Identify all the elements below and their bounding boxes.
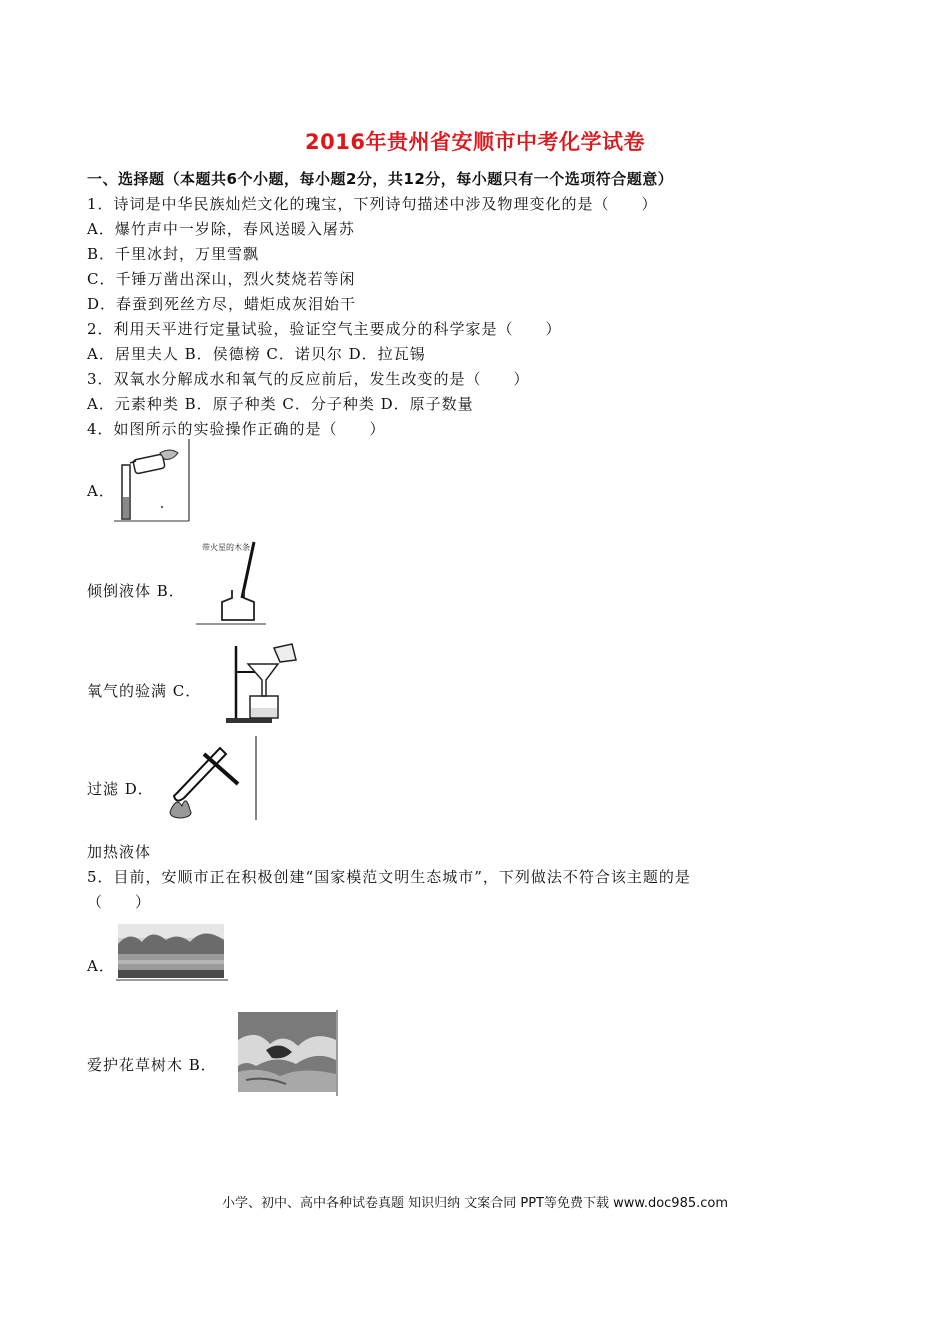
question-3-options: A．元素种类 B．原子种类 C．分子种类 D．原子数量 xyxy=(87,395,474,413)
section-heading: 一、选择题（本题共6个小题，每小题2分，共12分，每小题只有一个选项符合题意） xyxy=(87,170,674,188)
question-1-option-d: D．春蚕到死丝方尽，蜡炬成灰泪始干 xyxy=(87,295,357,313)
question-1-stem: 1．诗词是中华民族灿烂文化的瑰宝，下列诗句描述中涉及物理变化的是（ ） xyxy=(87,195,658,213)
question-4-option-d-caption: 加热液体 xyxy=(87,843,152,861)
lake-park-photo xyxy=(116,920,228,982)
question-4-option-b-line: 倾倒液体 B． xyxy=(87,582,185,600)
question-4-option-a-label: A． xyxy=(87,482,115,500)
question-5-stem: 5．目前，安顺市正在积极创建“国家模范文明生态城市”，下列做法不符合该主题的是 xyxy=(87,868,691,886)
question-5-option-b-line: 爱护花草树木 B． xyxy=(87,1056,217,1074)
oxygen-test-figure xyxy=(196,538,268,628)
page-title: 2016年贵州省安顺市中考化学试卷 xyxy=(305,130,645,154)
question-4-stem: 4．如图所示的实验操作正确的是（ ） xyxy=(87,420,386,438)
question-1-option-a: A．爆竹声中一岁除，春风送暖入屠苏 xyxy=(87,220,355,238)
question-1-option-c: C．千锤万凿出深山，烈火焚烧若等闲 xyxy=(87,270,356,288)
polluted-water-photo xyxy=(236,1010,340,1096)
filtration-figure xyxy=(218,640,300,726)
question-1-option-b: B．千里冰封，万里雪飘 xyxy=(87,245,260,263)
question-4-option-d-line: 过滤 D． xyxy=(87,780,154,798)
pouring-liquid-figure xyxy=(112,437,192,523)
glowing-splint-label: 带火星的木条 xyxy=(202,543,250,552)
question-3-stem: 3．双氧水分解成水和氧气的反应前后，发生改变的是（ ） xyxy=(87,370,530,388)
heating-liquid-figure xyxy=(164,734,260,822)
question-2-stem: 2．利用天平进行定量试验，验证空气主要成分的科学家是（ ） xyxy=(87,320,562,338)
question-5-option-a-label: A． xyxy=(87,957,115,975)
footer-text: 小学、初中、高中各种试卷真题 知识归纳 文案合同 PPT等免费下载 www.doc985.com xyxy=(221,1196,729,1211)
question-4-option-c-line: 氧气的验满 C． xyxy=(87,682,202,700)
question-2-options: A．居里夫人 B．侯德榜 C．诺贝尔 D．拉瓦锡 xyxy=(87,345,426,363)
question-5-stem-continued: （ ） xyxy=(87,893,152,911)
